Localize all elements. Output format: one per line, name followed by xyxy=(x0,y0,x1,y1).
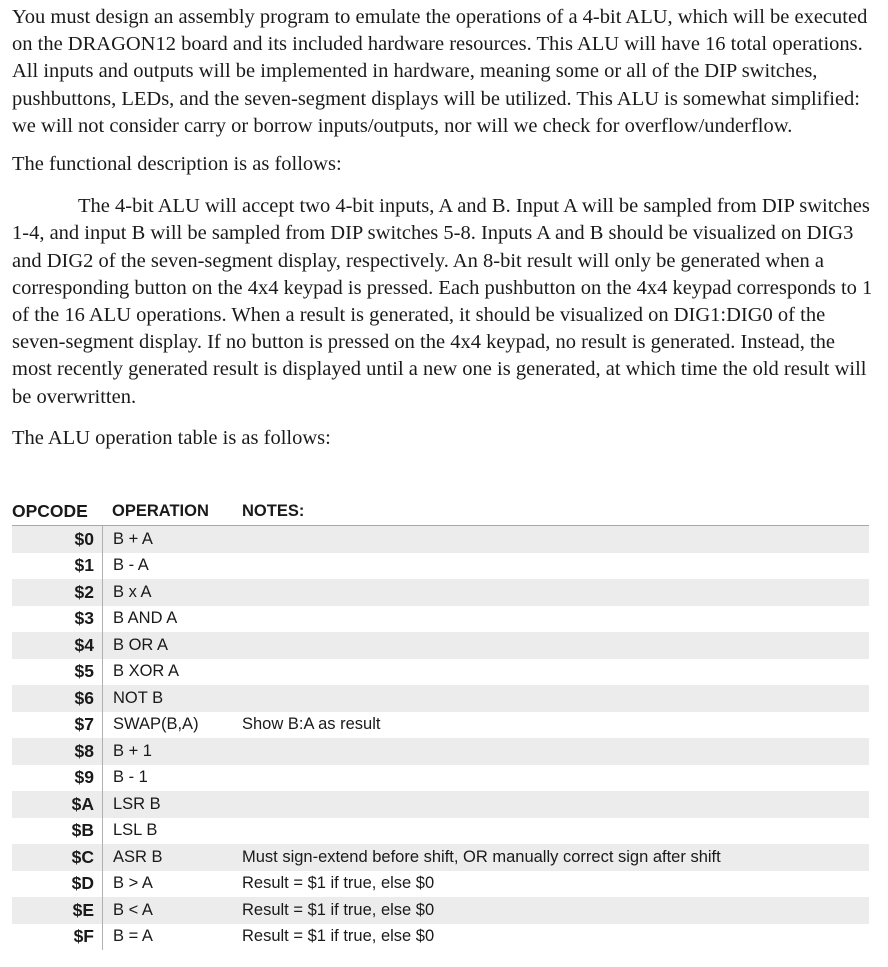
document-body xyxy=(12,4,878,464)
operation-cell: B < A xyxy=(102,897,242,924)
table-row xyxy=(12,791,869,818)
operation-cell: NOT B xyxy=(102,685,242,712)
opcode-cell: $D xyxy=(71,873,94,894)
operation-cell: B + 1 xyxy=(102,738,242,765)
opcode-cell: $6 xyxy=(74,687,94,708)
table-row xyxy=(12,579,869,606)
notes-cell: Must sign-extend before shift, OR manually correct sign after shift xyxy=(242,847,721,866)
table-row xyxy=(12,765,869,792)
functional-heading: The functional description is as follows: xyxy=(12,153,342,176)
operation-cell: ASR B xyxy=(102,844,242,871)
table-row xyxy=(12,553,869,580)
table-row xyxy=(12,818,869,845)
table-row xyxy=(12,897,869,924)
header-opcode: OPCODE xyxy=(12,501,88,521)
operation-cell: LSL B xyxy=(102,818,242,845)
table-row xyxy=(12,526,869,553)
table-row xyxy=(12,844,869,871)
notes-cell: Result = $1 if true, else $0 xyxy=(242,927,435,946)
operation-cell: B AND A xyxy=(102,606,242,633)
opcode-cell: $7 xyxy=(74,714,94,735)
alu-operation-table xyxy=(12,498,869,950)
notes-cell: Show B:A as result xyxy=(242,715,381,734)
opcode-cell: $4 xyxy=(74,634,94,655)
opcode-cell: $E xyxy=(72,899,94,920)
table-row xyxy=(12,738,869,765)
table-row xyxy=(12,924,869,951)
table-row xyxy=(12,712,869,739)
header-notes: NOTES: xyxy=(242,502,305,520)
operation-cell: B x A xyxy=(102,579,242,606)
notes-cell: Result = $1 if true, else $0 xyxy=(242,874,435,893)
opcode-cell: $F xyxy=(73,926,94,947)
intro-paragraph: You must design an assembly program to emulate the operations of a 4-bit ALU, which will be executed on the DRAGON12 board and its included hardware resources. This ALU will have 16 total operations. All inputs and outputs will be implemented in hardware, meaning some or all of the DIP switches, pushbuttons, LEDs, and the seven-segment displays will be utilized. This ALU is somewhat simplified: we will not consider carry or borrow inputs/outputs, nor will we check for overflow/underflow. xyxy=(12,6,868,137)
opcode-cell: $1 xyxy=(74,555,94,576)
header-operation: OPERATION xyxy=(112,502,209,520)
operation-cell: B - 1 xyxy=(102,765,242,792)
table-row xyxy=(12,632,869,659)
operation-cell: B + A xyxy=(102,526,242,553)
table-header-row xyxy=(12,498,869,526)
operation-cell: LSR B xyxy=(102,791,242,818)
operation-cell: B OR A xyxy=(102,632,242,659)
operation-cell: B > A xyxy=(102,871,242,898)
table-row xyxy=(12,606,869,633)
table-row xyxy=(12,659,869,686)
opcode-cell: $8 xyxy=(74,740,94,761)
opcode-cell: $A xyxy=(71,793,94,814)
notes-cell: Result = $1 if true, else $0 xyxy=(242,900,435,919)
opcode-cell: $3 xyxy=(74,608,94,629)
opcode-cell: $0 xyxy=(74,528,94,549)
opcode-cell: $C xyxy=(71,846,94,867)
operation-cell: B - A xyxy=(102,553,242,580)
table-row xyxy=(12,871,869,898)
table-row xyxy=(12,685,869,712)
functional-paragraph: The 4-bit ALU will accept two 4-bit inputs, A and B. Input A will be sampled from DIP switches 1-4, and input B will be sampled from DIP switches 5-8. Inputs A and B should be visualized on DIG3 and DIG2 of the seven-segment display, respectively. An 8-bit result will only be generated when a corresponding button on the 4x4 keypad is pressed. Each pushbutton on the 4x4 keypad corresponds to 1 of the 16 ALU operations. When a result is generated, it should be visualized on DIG1:DIG0 of the seven-segment display. If no button is pressed on the 4x4 keypad, no result is generated. Instead, the most recently generated result is displayed until a new one is generated, at which time the old result will be overwritten. xyxy=(12,195,873,408)
opcode-cell: $9 xyxy=(74,767,94,788)
operation-cell: SWAP(B,A) xyxy=(102,712,242,739)
table-heading: The ALU operation table is as follows: xyxy=(12,426,331,449)
operation-cell: B XOR A xyxy=(102,659,242,686)
opcode-cell: $5 xyxy=(74,661,94,682)
opcode-cell: $2 xyxy=(74,581,94,602)
opcode-cell: $B xyxy=(71,820,94,841)
operation-cell: B = A xyxy=(102,924,242,951)
